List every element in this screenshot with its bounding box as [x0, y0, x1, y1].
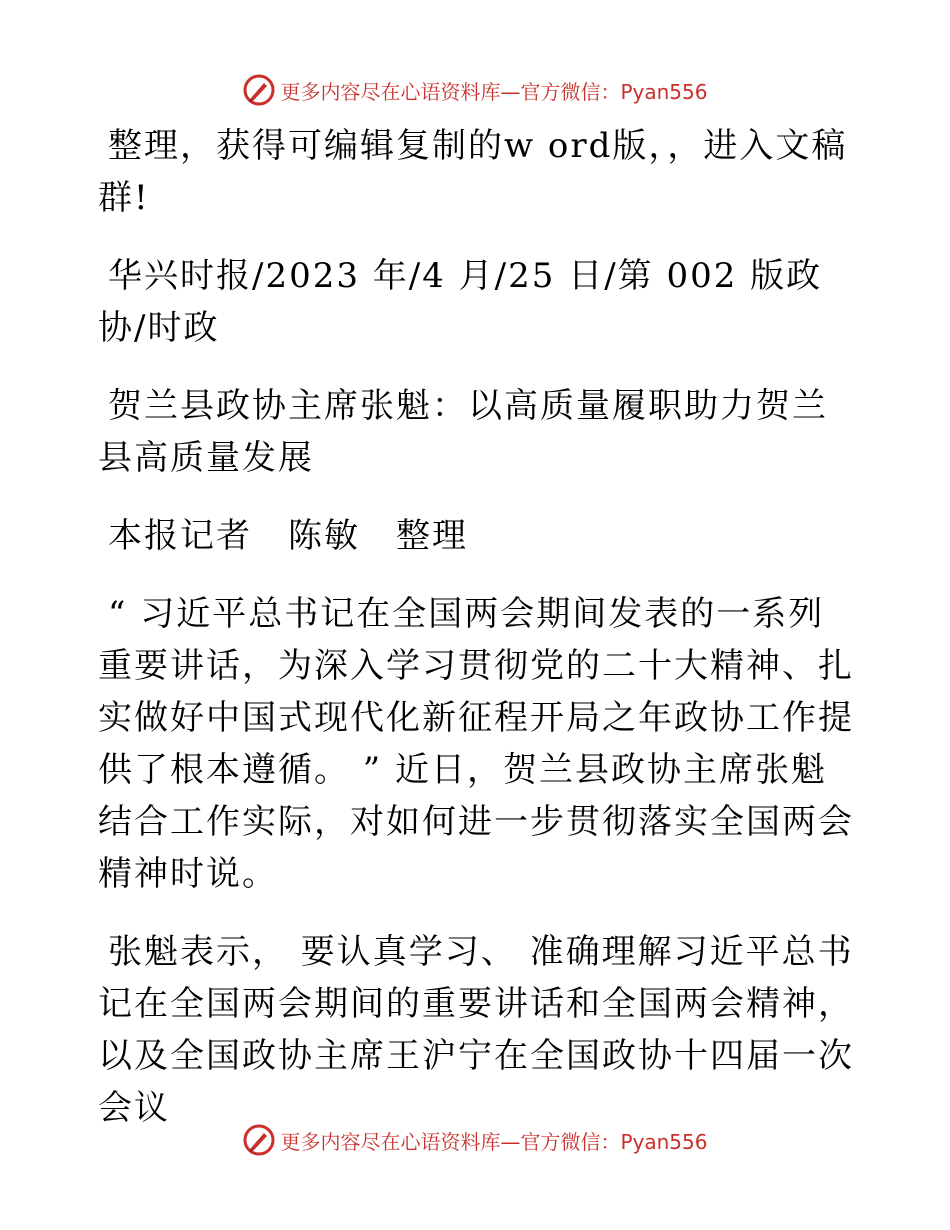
pen-logo-icon	[242, 1123, 276, 1157]
paragraph-intro: 整理，获得可编辑复制的w ord版，，进入文稿群!	[98, 126, 848, 218]
footer-banner	[0, 1120, 950, 1160]
header-banner-text: 更多内容尽在心语资料库—官方微信：Pyan556	[280, 79, 708, 104]
paragraph-body-1: “ 习近平总书记在全国两会期间发表的一系列重要讲话，为深入学习贯彻党的二十大精神、扎实做好中国式现代化新征程开局之年政协工作提供了根本遵循。 ” 近日，贺兰县政协主席张魁结合工作实际，对如何进一步贯彻落实全国两会精神时说。	[98, 594, 854, 894]
header-banner	[0, 70, 950, 110]
document-body	[98, 120, 858, 1160]
paragraph-source: 华兴时报/2023 年/4 月/25 日/第 002 版政协/时政	[98, 256, 823, 348]
footer-banner-text: 更多内容尽在心语资料库—官方微信：Pyan556	[280, 1129, 708, 1154]
article-title: 贺兰县政协主席张魁：以高质量履职助力贺兰县高质量发展	[98, 386, 828, 478]
article-byline: 本报记者 陈敏 整理	[108, 516, 468, 556]
pen-logo-icon	[242, 73, 276, 107]
paragraph-body-2: 张魁表示， 要认真学习、 准确理解习近平总书记在全国两会期间的重要讲话和全国两会精神，以及全国政协主席王沪宁在全国政协十四届一次会议	[98, 932, 854, 1128]
